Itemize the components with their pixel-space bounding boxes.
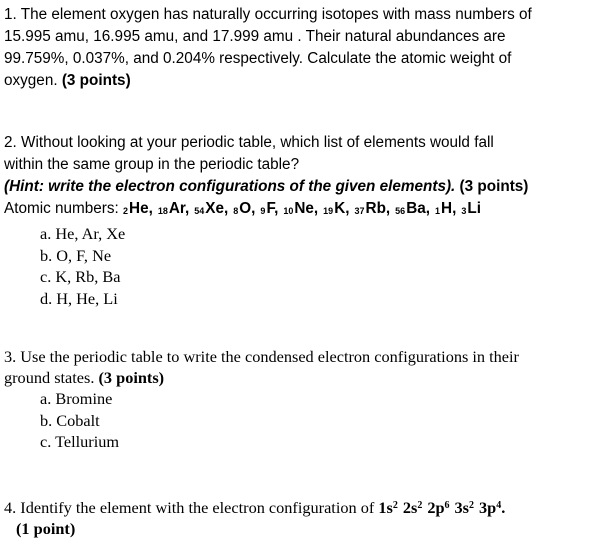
atomic-number: 8 <box>233 206 239 216</box>
q3-option-c: c. Tellurium <box>40 432 120 451</box>
q2-atomic-label: Atomic numbers: <box>4 200 124 217</box>
element-item <box>461 200 481 217</box>
element-symbol: Xe, <box>205 200 229 217</box>
element-item <box>233 200 255 217</box>
q4-line-1 <box>4 495 596 518</box>
element-item <box>323 200 349 217</box>
q3-option-a: a. Bromine <box>40 389 113 408</box>
q1-line-4-text: oxygen. <box>4 72 62 89</box>
atomic-number: 56 <box>395 206 406 216</box>
element-symbol: K, <box>334 200 350 217</box>
element-symbol: Rb, <box>365 200 391 217</box>
atomic-number: 37 <box>354 206 365 216</box>
element-symbol: Ne, <box>294 200 319 217</box>
question-2 <box>4 132 596 309</box>
question-4 <box>4 495 596 539</box>
q2-option-d: d. H, He, Li <box>40 288 118 308</box>
q2-option-b: b. O, F, Ne <box>40 245 112 265</box>
q1-line-4 <box>4 70 596 92</box>
electron-count: 6 <box>444 500 450 511</box>
element-item <box>158 200 189 217</box>
q2-option-c: c. K, Rb, Ba <box>40 267 121 286</box>
orbital: 2p <box>427 498 445 517</box>
element-item <box>355 200 391 217</box>
element-item <box>123 200 153 217</box>
q3-points: (3 points) <box>98 368 165 387</box>
q1-line-3: 99.759%, 0.037%, and 0.204% respectively. Calculate the atomic weight of <box>4 50 512 67</box>
q3-line-2-text: ground states. <box>4 368 99 387</box>
element-symbol: F, <box>266 200 279 217</box>
orbital-term <box>427 498 449 517</box>
atomic-number: 19 <box>323 206 334 216</box>
atomic-number: 9 <box>260 206 266 216</box>
atomic-number: 10 <box>283 206 294 216</box>
electron-count: 2 <box>469 500 474 511</box>
electron-count: 2 <box>417 500 423 511</box>
q2-line-2: within the same group in the periodic table? <box>4 156 300 173</box>
element-item <box>260 200 278 217</box>
element-symbol: Ba, <box>406 200 430 217</box>
atomic-number: 1 <box>435 206 441 216</box>
q1-line-2: 15.995 amu, 16.995 amu, and 17.999 amu . Their natural abundances are <box>4 28 506 45</box>
q4-text: 4. Identify the element with the electron configuration of <box>4 498 379 517</box>
element-item <box>194 200 228 217</box>
q3-option-b: b. Cobalt <box>40 410 100 430</box>
element-symbol: O, <box>239 200 256 217</box>
q2-atomic-numbers <box>4 198 596 222</box>
q2-points: (3 points) <box>455 178 529 195</box>
orbital-term <box>455 498 474 517</box>
atomic-number: 2 <box>123 206 129 216</box>
element-symbol: Li <box>467 200 481 217</box>
atomic-number: 18 <box>157 206 168 216</box>
element-item <box>395 200 430 217</box>
element-symbol: He, <box>129 200 153 217</box>
orbital-term <box>378 498 397 517</box>
q3-line-2 <box>4 367 596 388</box>
orbital: 3s <box>454 498 469 517</box>
q2-hint-line <box>4 176 596 198</box>
orbital: 3p <box>479 498 497 517</box>
q2-option-a: a. He, Ar, Xe <box>40 224 126 243</box>
question-1 <box>4 4 596 92</box>
orbital-term <box>479 498 501 517</box>
q3-line-1: 3. Use the periodic table to write the condensed electron configurations in their <box>4 347 519 366</box>
element-item <box>283 200 318 217</box>
element-item <box>435 200 456 217</box>
element-symbol: H, <box>441 200 457 217</box>
electron-configuration <box>378 498 501 517</box>
atomic-number: 54 <box>194 206 205 216</box>
q4-end: . <box>501 498 506 517</box>
q2-hint: (Hint: write the electron configurations of the given elements). <box>4 178 456 195</box>
q1-line-1: 1. The element oxygen has naturally occurring isotopes with mass numbers of <box>4 6 532 23</box>
electron-count: 2 <box>392 500 398 511</box>
element-symbol: Ar, <box>168 200 190 217</box>
q2-line-1: 2. Without looking at your periodic table, which list of elements would fall <box>4 134 494 151</box>
electron-count: 4 <box>496 500 502 511</box>
orbital: 2s <box>402 498 418 517</box>
question-3 <box>4 346 596 453</box>
orbital-term <box>403 498 422 517</box>
q4-points: (1 point) <box>16 519 76 538</box>
atomic-number: 3 <box>461 206 467 216</box>
element-list <box>123 200 486 217</box>
orbital: 1s <box>378 498 393 517</box>
q1-points: (3 points) <box>61 72 131 89</box>
